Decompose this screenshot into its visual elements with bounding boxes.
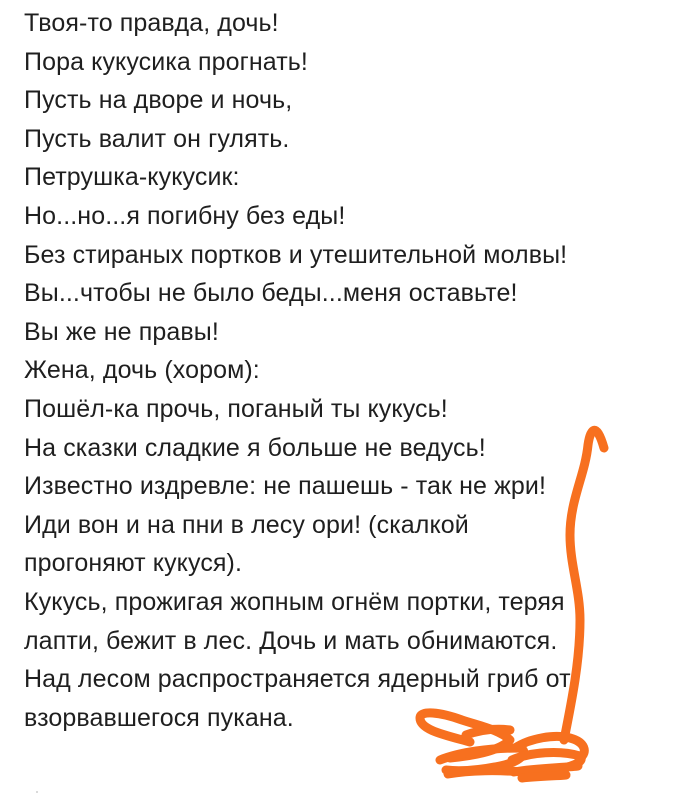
text-line: Кукусь, прожигая жопным огнём портки, теряя — [24, 587, 565, 616]
text-line: Пусть на дворе и ночь, — [24, 86, 293, 115]
text-line: Жена, дочь (хором): — [24, 356, 260, 385]
text-line: Без стираных портков и утешительной молвы! — [24, 240, 568, 269]
text-line: прогоняют кукуся). — [24, 549, 243, 578]
text-line: Пусть валит он гулять. — [24, 124, 290, 153]
text-line: взорвавшегося пукана. — [24, 703, 294, 732]
text-line: Иди вон и на пни в лесу ори! (скалкой — [24, 510, 469, 539]
poem-text — [24, 4, 694, 737]
text-line: Пошёл-ка прочь, поганый ты кукусь! — [24, 394, 448, 423]
text-line: Но...но...я погибну без еды! — [24, 201, 346, 230]
text-line: Петрушка-кукусик: — [24, 163, 240, 192]
text-line: Твоя-то правда, дочь! — [24, 9, 279, 37]
text-line: Вы...чтобы не было беды...меня оставьте! — [24, 279, 518, 308]
decorative-dot — [36, 791, 38, 793]
text-line: На сказки сладкие я больше не ведусь! — [24, 433, 486, 462]
text-line: лапти, бежит в лес. Дочь и мать обнимаются. — [24, 626, 558, 655]
text-line: Известно издревле: не пашешь - так не жри! — [24, 472, 547, 501]
text-line: Над лесом распространяется ядерный гриб от — [24, 665, 571, 694]
text-line: Вы же не правы! — [24, 317, 219, 346]
text-line: Пора кукусика прогнать! — [24, 47, 308, 76]
